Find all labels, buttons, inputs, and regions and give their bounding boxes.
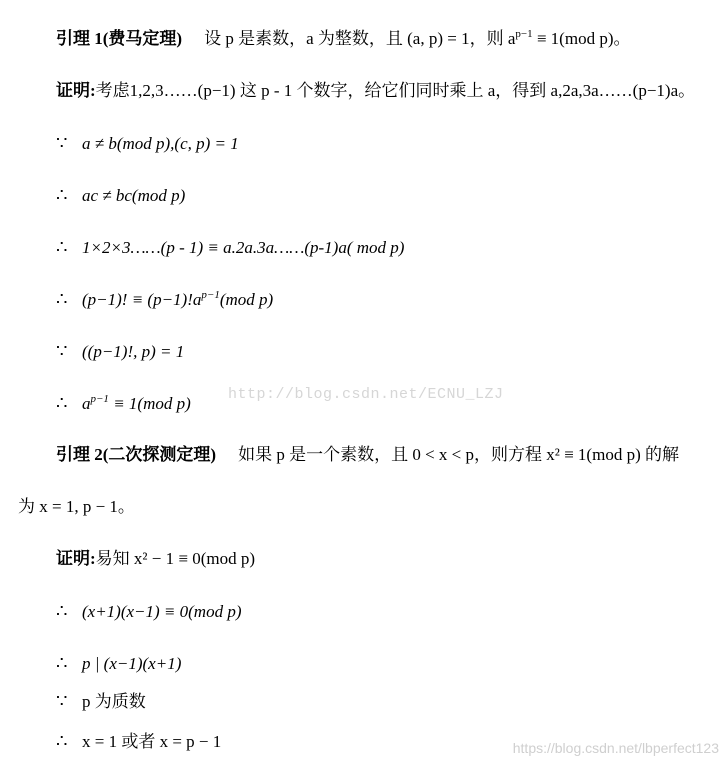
step-expression: p | (x−1)(x+1): [82, 654, 182, 673]
lemma-2-continuation: [18, 496, 135, 518]
proof-1-step: [56, 288, 273, 311]
proof-2-text: 易知 x² − 1 ≡ 0(mod p): [95, 549, 255, 568]
therefore-symbol: ∴: [56, 731, 68, 751]
lemma-1-title: 引理 1(费马定理): [56, 29, 183, 48]
proof-1-step: [56, 236, 404, 259]
step-expression: a ≠ b(mod p),(c, p) = 1: [82, 134, 239, 153]
step-expression: ac ≠ bc(mod p): [82, 186, 186, 205]
step-expression: (p−1)! ≡ $(p-1)!a^{p-1}(mod$ p): [82, 289, 274, 309]
because-symbol: ∵: [56, 691, 68, 711]
step-expression: (x+1)(x−1) ≡ 0(mod p): [82, 602, 242, 621]
step-expression: ((p−1)!, p) = 1: [82, 342, 185, 361]
therefore-symbol: ∴: [56, 237, 68, 257]
therefore-symbol: ∴: [56, 185, 68, 205]
lemma-1: [56, 28, 630, 50]
step-expression: p 为质数: [82, 692, 146, 711]
proof-1-step: [56, 132, 239, 155]
lemma-2-title: 引理 2(二次探测定理): [56, 445, 217, 464]
lemma-2: [56, 444, 679, 466]
proof-1-step: [56, 392, 191, 415]
proof-1-intro: [56, 80, 695, 102]
proof-1-text: 考虑1,2,3……(p−1) 这 p - 1 个数字，给它们同时乘上 a，得到 a,2a,3a……(p−1)a。: [95, 81, 696, 100]
because-symbol: ∵: [56, 341, 68, 361]
proof-2-step: [56, 730, 221, 753]
step-expression: x = 1 或者 x = p − 1: [82, 732, 222, 751]
exponent: p−1: [201, 289, 220, 301]
lemma-1-statement: 设 p 是素数，a 为整数，且 (a, p) = 1，则 $a^{p-1} \equiv 1(mod$ p)。: [204, 28, 631, 48]
lemma-2-statement-line-1: 如果 p 是一个素数，且 0 < x < p，则方程 x² ≡ 1(mod p) 的解: [238, 445, 679, 464]
proof-2-intro: [56, 548, 255, 570]
proof-1-step: [56, 340, 184, 363]
therefore-symbol: ∴: [56, 393, 68, 413]
proof-1-step: [56, 184, 185, 207]
proof-1-label: 证明:: [56, 81, 96, 100]
lemma-2-statement-line-2: 为 x = 1, p − 1。: [18, 497, 135, 516]
therefore-symbol: ∴: [56, 653, 68, 673]
because-symbol: ∵: [56, 133, 68, 153]
proof-2-label: 证明:: [56, 549, 96, 568]
proof-2-step: [56, 690, 146, 713]
watermark-center: http://blog.csdn.net/ECNU_LZJ: [228, 386, 504, 403]
exponent: p−1: [90, 393, 109, 405]
therefore-symbol: ∴: [56, 601, 68, 621]
exponent: p−1: [515, 28, 533, 40]
step-expression: 1×2×3……(p - 1) ≡ a.2a.3a……(p-1)a( mod p): [82, 238, 405, 257]
proof-2-step: [56, 652, 181, 675]
proof-2-step: [56, 600, 242, 623]
step-expression: $a^{p-1} \equiv 1(mod$ p): [82, 393, 191, 413]
therefore-symbol: ∴: [56, 289, 68, 309]
watermark-corner: https://blog.csdn.net/lbperfect123: [512, 740, 719, 756]
